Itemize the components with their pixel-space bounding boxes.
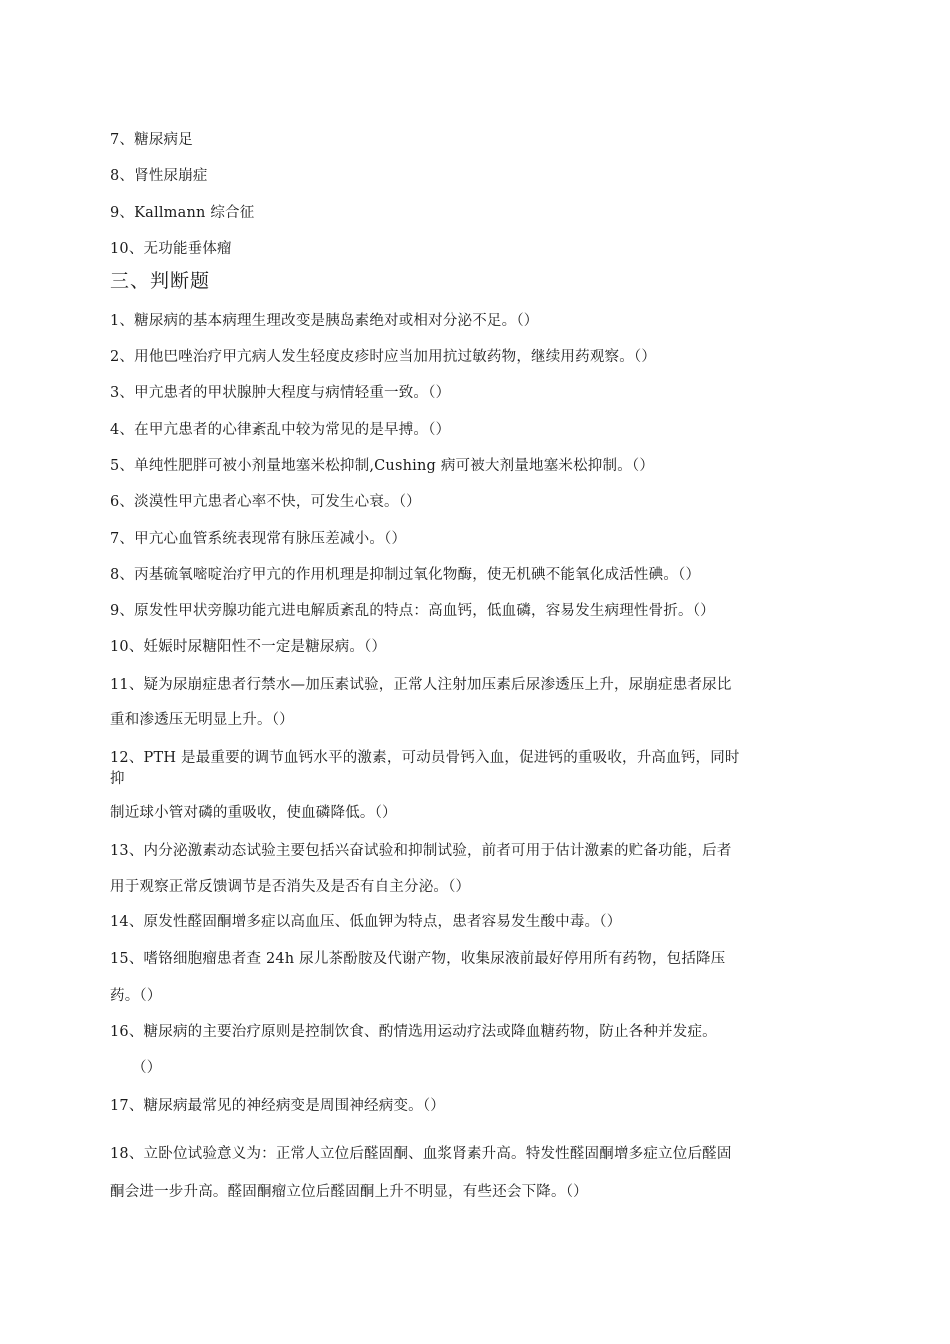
question-item: 3、甲亢患者的甲状腺肿大程度与病情轻重一致。（） bbox=[110, 385, 451, 401]
term-item: 9、Kallmann 综合征 bbox=[110, 205, 255, 221]
question-continuation: 用于观察正常反馈调节是否消失及是否有自主分泌。（） bbox=[110, 879, 471, 895]
question-continuation: 酮会进一步升高。醛固酮瘤立位后醛固酮上升不明显，有些还会下降。（） bbox=[110, 1184, 588, 1200]
question-item: 10、妊娠时尿糖阳性不一定是糖尿病。（） bbox=[110, 639, 387, 655]
question-continuation: 制近球小管对磷的重吸收，使血磷降低。（） bbox=[110, 805, 397, 821]
question-item: 9、原发性甲状旁腺功能亢进电解质紊乱的特点：高血钙，低血磷，容易发生病理性骨折。（） bbox=[110, 603, 715, 619]
term-item: 10、无功能垂体瘤 bbox=[110, 241, 232, 257]
question-item: 14、原发性醛固酮增多症以高血压、低血钾为特点，患者容易发生酸中毒。（） bbox=[110, 914, 622, 930]
question-item: 1、糖尿病的基本病理生理改变是胰岛素绝对或相对分泌不足。（） bbox=[110, 313, 539, 329]
question-item: 4、在甲亢患者的心律紊乱中较为常见的是早搏。（） bbox=[110, 422, 451, 438]
question-item: 15、嗜铬细胞瘤患者查 24h 尿儿茶酚胺及代谢产物，收集尿液前最好停用所有药物，包括降压 bbox=[110, 951, 726, 967]
question-item: 5、单纯性肥胖可被小剂量地塞米松抑制,Cushing 病可被大剂量地塞米松抑制。（） bbox=[110, 458, 655, 474]
question-item: 17、糖尿病最常见的神经病变是周围神经病变。（） bbox=[110, 1098, 445, 1114]
question-item: 6、淡漠性甲亢患者心率不快，可发生心衰。（） bbox=[110, 494, 421, 510]
term-item: 7、糖尿病足 bbox=[110, 132, 193, 148]
question-item: 12、PTH 是最重要的调节血钙水平的激素，可动员骨钙入血，促进钙的重吸收，升高血钙，同时 bbox=[110, 750, 740, 766]
question-item: 2、用他巴唑治疗甲亢病人发生轻度皮疹时应当加用抗过敏药物，继续用药观察。（） bbox=[110, 349, 657, 365]
question-continuation: （） bbox=[132, 1060, 162, 1076]
question-item: 8、丙基硫氧嘧啶治疗甲亢的作用机理是抑制过氧化物酶，使无机碘不能氧化成活性碘。（） bbox=[110, 567, 701, 583]
question-item: 18、立卧位试验意义为：正常人立位后醛固酮、血浆肾素升高。特发性醛固酮增多症立位后醛固 bbox=[110, 1146, 732, 1162]
question-item: 16、糖尿病的主要治疗原则是控制饮食、酌情选用运动疗法或降血糖药物，防止各种并发症。 bbox=[110, 1024, 717, 1040]
question-item: 7、甲亢心血管系统表现常有脉压差减小。（） bbox=[110, 531, 407, 547]
question-continuation: 重和渗透压无明显上升。（） bbox=[110, 712, 294, 728]
section-heading: 三、判断题 bbox=[110, 270, 211, 292]
term-item: 8、肾性尿崩症 bbox=[110, 168, 208, 184]
question-continuation: 药。（） bbox=[110, 988, 162, 1004]
question-item: 13、内分泌激素动态试验主要包括兴奋试验和抑制试验，前者可用于估计激素的贮备功能，后者 bbox=[110, 843, 732, 859]
question-item: 11、疑为尿崩症患者行禁水—加压素试验，正常人注射加压素后尿渗透压上升，尿崩症患者尿比 bbox=[110, 677, 732, 693]
question-continuation: 抑 bbox=[110, 771, 125, 787]
